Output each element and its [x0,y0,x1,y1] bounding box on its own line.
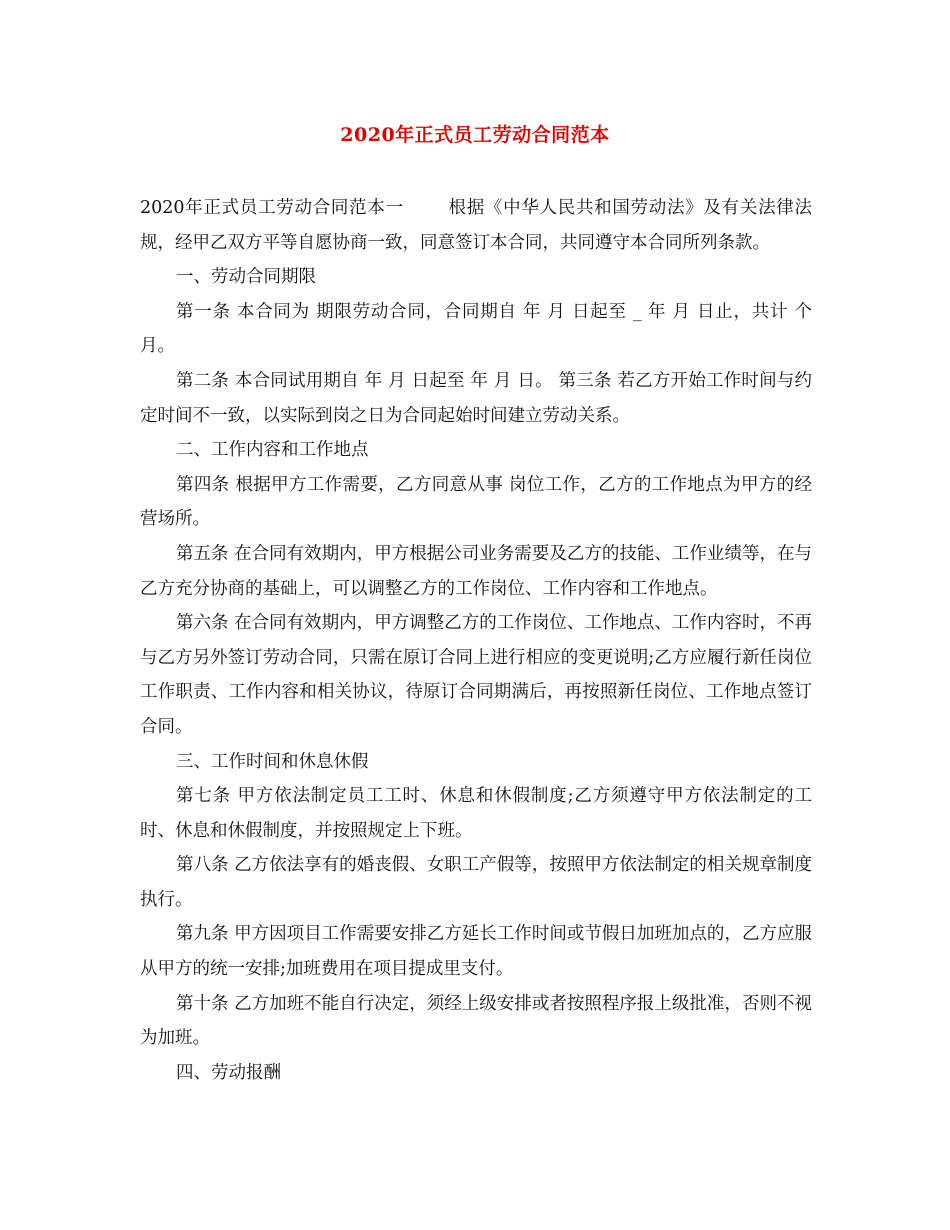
document-title: 2020年正式员工劳动合同范本 [340,124,610,146]
article-1: 第一条 本合同为 期限劳动合同，合同期自 年 月 日起至 _ 年 月 日止，共计 个月。 [140,301,812,357]
intro-rest: 根据《中华人民共和国劳动法》及有关法律法规，经甲乙双方平等自愿协商一致，同意签订本合同，共同遵守本合同所列条款。 [140,198,812,253]
section-heading-pay: 四、劳动报酬 [176,1062,281,1083]
article-2-3: 第二条 本合同试用期自 年 月 日起至 年 月 日。 第三条 若乙方开始工作时间与约定时间不一致，以实际到岗之日为合同起始时间建立劳动关系。 [140,370,812,426]
document-body [140,191,812,1090]
section-heading-work: 二、工作内容和工作地点 [176,440,369,461]
section-heading-term: 一、劳动合同期限 [176,267,316,288]
intro-paragraph [140,191,812,260]
article-5: 第五条 在合同有效期内，甲方根据公司业务需要及乙方的技能、工作业绩等，在与乙方充分协商的基础上，可以调整乙方的工作岗位、工作内容和工作地点。 [140,543,812,599]
article-10: 第十条 乙方加班不能自行决定，须经上级安排或者按照程序报上级批准，否则不视为加班。 [140,993,812,1049]
intro-lead: 2020年正式员工劳动合同范本一 [140,198,404,218]
article-8: 第八条 乙方依法享有的婚丧假、女职工产假等，按照甲方依法制定的相关规章制度执行。 [140,855,812,910]
article-7: 第七条 甲方依法制定员工工时、休息和休假制度;乙方须遵守甲方依法制定的工时、休息和休假制度，并按照规定上下班。 [140,786,812,841]
article-9: 第九条 甲方因项目工作需要安排乙方延长工作时间或节假日加班加点的，乙方应服从甲方的统一安排;加班费用在项目提成里支付。 [140,924,812,980]
article-6: 第六条 在合同有效期内，甲方调整乙方的工作岗位、工作地点、工作内容时，不再与乙方另外签订劳动合同，只需在原订合同上进行相应的变更说明;乙方应履行新任岗位工作职责、工作内容和相关协议，待原订合同期满后，再按照新任岗位、工作地点签订合同。 [140,613,812,737]
section-heading-hours: 三、工作时间和休息休假 [176,751,369,772]
article-4: 第四条 根据甲方工作需要，乙方同意从事 岗位工作，乙方的工作地点为甲方的经营场所。 [140,474,812,530]
